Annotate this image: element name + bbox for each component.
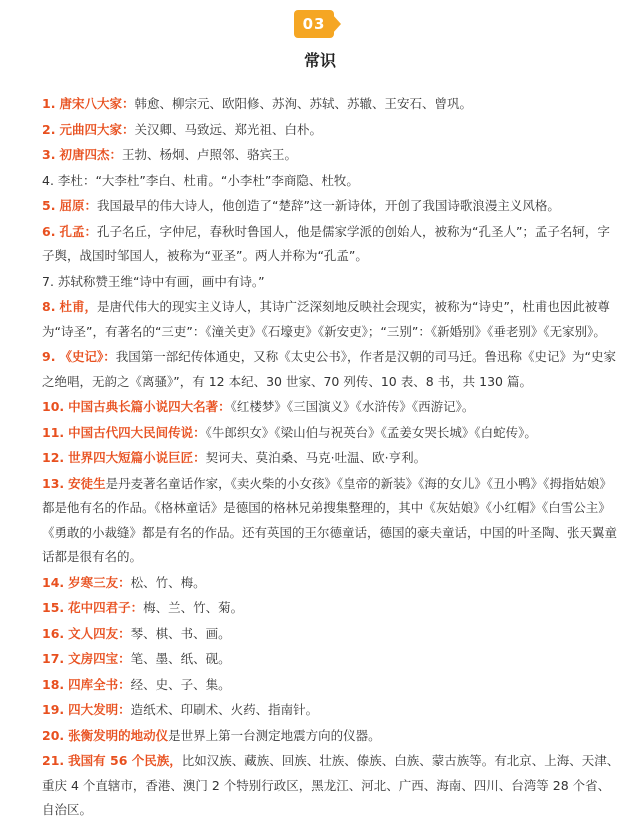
list-item: 2. 元曲四大家：关汉卿、马致远、郑光祖、白朴。 (42, 121, 322, 137)
list-item: 16. 文人四友：琴、棋、书、画。 (42, 625, 231, 641)
item-term: 岁寒三友 (68, 574, 119, 590)
item-text: 笔、墨、纸、砚。 (130, 651, 231, 666)
list-item: 3. 初唐四杰：王勃、杨炯、卢照邻、骆宾王。 (42, 147, 297, 162)
section-badge (294, 10, 344, 40)
item-text: 孔子名丘，字仲尼，春秋时鲁国人，他是儒家学派的创始人，被称为“孔圣人”；孟子名轲，字子舆，战国时邹国人，被称为“亚圣”。两人并称为“孔孟”。 (42, 223, 610, 263)
item-text: 韩愈、柳宗元、欧阳修、苏洵、苏轼、苏辙、王安石、曾巩。 (134, 96, 472, 111)
item-term: 唐宋八大家 (59, 96, 122, 111)
item-text: 《牛郎织女》《梁山伯与祝英台》《孟姜女哭长城》《白蛇传》。 (205, 424, 537, 440)
item-text: 我国第一部纪传体通史，又称《太史公书》，作者是汉朝的司马迁。鲁迅称《史记》为“史家之绝唱，无韵之《离骚》”，有 12 本纪、30 世家、70 列传、10 表、8 书，共 130 篇。 (42, 349, 616, 389)
item-term: 文人四友 (68, 625, 119, 641)
item-text: 是丹麦著名童话作家，《卖火柴的小女孩》《皇帝的新装》《海的女儿》《丑小鸭》《拇指姑娘》都是他有名的作品。《格林童话》是德国的格林兄弟搜集整理的，其中《灰姑娘》《小红帽》《白雪公主》《勇敢的小裁缝》都是有名的作品。还有英国的王尔德童话，德国的豪夫童话，中国的叶圣陶、张天翼童话都是很有名的。 (42, 475, 618, 564)
item-term: 我国有 56 个民族 (68, 753, 170, 768)
section-number: 03 (294, 10, 334, 38)
list-item: 7. 苏轼称赞王维“诗中有画，画中有诗。” (42, 273, 265, 289)
list-item: 14. 岁寒三友：松、竹、梅。 (42, 574, 206, 590)
item-text: 是唐代伟大的现实主义诗人，其诗广泛深刻地反映社会现实，被称为“诗史”，杜甫也因此被尊为“诗圣”，有著名的“三吏”：《潼关吏》《石壕吏》《新安吏》；“三别”：《新婚别》《垂老别》《无家别》。 (42, 299, 610, 339)
item-term: 四库全书 (68, 676, 119, 692)
item-term: 中国古代四大民间传说 (68, 424, 194, 440)
knowledge-list (42, 92, 620, 824)
item-text: 关汉卿、马致远、郑光祖、白朴。 (134, 121, 322, 137)
list-item: 17. 文房四宝：笔、墨、纸、砚。 (42, 651, 231, 666)
item-text: “诗中有画，画中有诗。” (132, 273, 265, 289)
item-term: 四大发明 (68, 702, 119, 717)
list-item: 10. 中国古典长篇小说四大名著：《红楼梦》《三国演义》《水浒传》《西游记》。 (42, 399, 475, 414)
list-item: 13. 安徒生是丹麦著名童话作家，《卖火柴的小女孩》《皇帝的新装》《海的女儿》《丑小鸭》《拇指姑娘》都是他有名的作品。《格林童话》是德国的格林兄弟搜集整理的，其中《灰姑娘》《小红帽》《白雪公主》《勇敢的小裁缝》都是有名的作品。还有英国的王尔德童话，德国的豪夫童话，中国的叶圣陶、张天翼童话都是很有名的。 (42, 475, 618, 564)
item-text: 契诃夫、莫泊桑、马克·吐温、欧·亨利。 (205, 450, 427, 465)
item-text: “大李杜”李白、杜甫。“小李杜”李商隐、杜牧。 (95, 172, 359, 188)
section-title: 常识 (303, 51, 336, 70)
item-term: 苏轼称赞王维 (57, 273, 133, 289)
list-item: 19. 四大发明：造纸术、印刷术、火药、指南针。 (42, 702, 319, 717)
badge-arrow-icon (332, 14, 341, 34)
item-term: 世界四大短篇小说巨匠 (68, 450, 194, 465)
list-item: 1. 唐宋八大家：韩愈、柳宗元、欧阳修、苏洵、苏轼、苏辙、王安石、曾巩。 (42, 96, 472, 111)
item-text: 王勃、杨炯、卢照邻、骆宾王。 (121, 147, 297, 162)
list-item: 21. 我国有 56 个民族，比如汉族、藏族、回族、壮族、傣族、白族、蒙古族等。有北京、上海、天津、重庆 4 个直辖市，香港、澳门 2 个特别行政区，黑龙江、河北、广西、海南、四川、台湾等 28 个省、自治区。 (42, 753, 620, 817)
list-item: 8. 杜甫，是唐代伟大的现实主义诗人，其诗广泛深刻地反映社会现实，被称为“诗史”，杜甫也因此被尊为“诗圣”，有著名的“三吏”：《潼关吏》《石壕吏》《新安吏》；“三别”：《新婚别》《垂老别》《无家别》。 (42, 299, 610, 339)
list-item: 9. 《史记》：我国第一部纪传体通史，又称《太史公书》，作者是汉朝的司马迁。鲁迅称《史记》为“史家之绝唱，无韵之《离骚》”，有 12 本纪、30 世家、70 列传、10 表、8 书，共 130 篇。 (42, 349, 616, 389)
item-term: 元曲四大家 (59, 121, 122, 137)
list-item: 20. 张衡发明的地动仪是世界上第一台测定地震方向的仪器。 (42, 727, 381, 743)
item-term: 张衡发明的地动仪 (68, 727, 169, 743)
item-term: 花中四君子 (68, 600, 131, 615)
list-item: 5. 屈原：我国最早的伟大诗人，他创造了“楚辞”这一新诗体，开创了我国诗歌浪漫主义风格。 (42, 198, 560, 213)
item-text: 比如汉族、藏族、回族、壮族、傣族、白族、蒙古族等。有北京、上海、天津、重庆 4 个直辖市，香港、澳门 2 个特别行政区，黑龙江、河北、广西、海南、四川、台湾等 28 个省、自治区。 (42, 753, 620, 817)
list-item: 11. 中国古代四大民间传说：《牛郎织女》《梁山伯与祝英台》《孟姜女哭长城》《白蛇传》。 (42, 424, 537, 440)
item-term: 安徒生 (68, 475, 106, 491)
item-text: 是世界上第一台测定地震方向的仪器。 (168, 727, 381, 743)
item-text: 经、史、子、集。 (130, 676, 231, 692)
item-term: 《史记》 (59, 349, 104, 364)
item-term: 孔孟 (59, 223, 85, 239)
item-text: 我国最早的伟大诗人，他创造了“楚辞”这一新诗体，开创了我国诗歌浪漫主义风格。 (96, 198, 560, 213)
list-item: 15. 花中四君子：梅、兰、竹、菊。 (42, 600, 244, 615)
item-text: 梅、兰、竹、菊。 (143, 600, 244, 615)
list-item: 18. 四库全书：经、史、子、集。 (42, 676, 231, 692)
item-term: 杜甫 (59, 299, 85, 314)
item-term: 文房四宝 (68, 651, 119, 666)
item-text: 造纸术、印刷术、火药、指南针。 (130, 702, 319, 717)
item-term: 李杜 (57, 172, 83, 188)
item-term: 初唐四杰 (59, 147, 110, 162)
item-term: 中国古典长篇小说四大名著 (68, 399, 219, 414)
item-text: 松、竹、梅。 (130, 574, 206, 590)
item-term: 屈原 (59, 198, 85, 213)
list-item: 12. 世界四大短篇小说巨匠：契诃夫、莫泊桑、马克·吐温、欧·亨利。 (42, 450, 427, 465)
item-text: 《红楼梦》《三国演义》《水浒传》《西游记》。 (230, 399, 475, 414)
list-item: 6. 孔孟：孔子名丘，字仲尼，春秋时鲁国人，他是儒家学派的创始人，被称为“孔圣人”；孟子名轲，字子舆，战国时邹国人，被称为“亚圣”。两人并称为“孔孟”。 (42, 223, 610, 263)
item-text: 琴、棋、书、画。 (130, 625, 231, 641)
list-item: 4. 李杜：“大李杜”李白、杜甫。“小李杜”李商隐、杜牧。 (42, 172, 359, 188)
